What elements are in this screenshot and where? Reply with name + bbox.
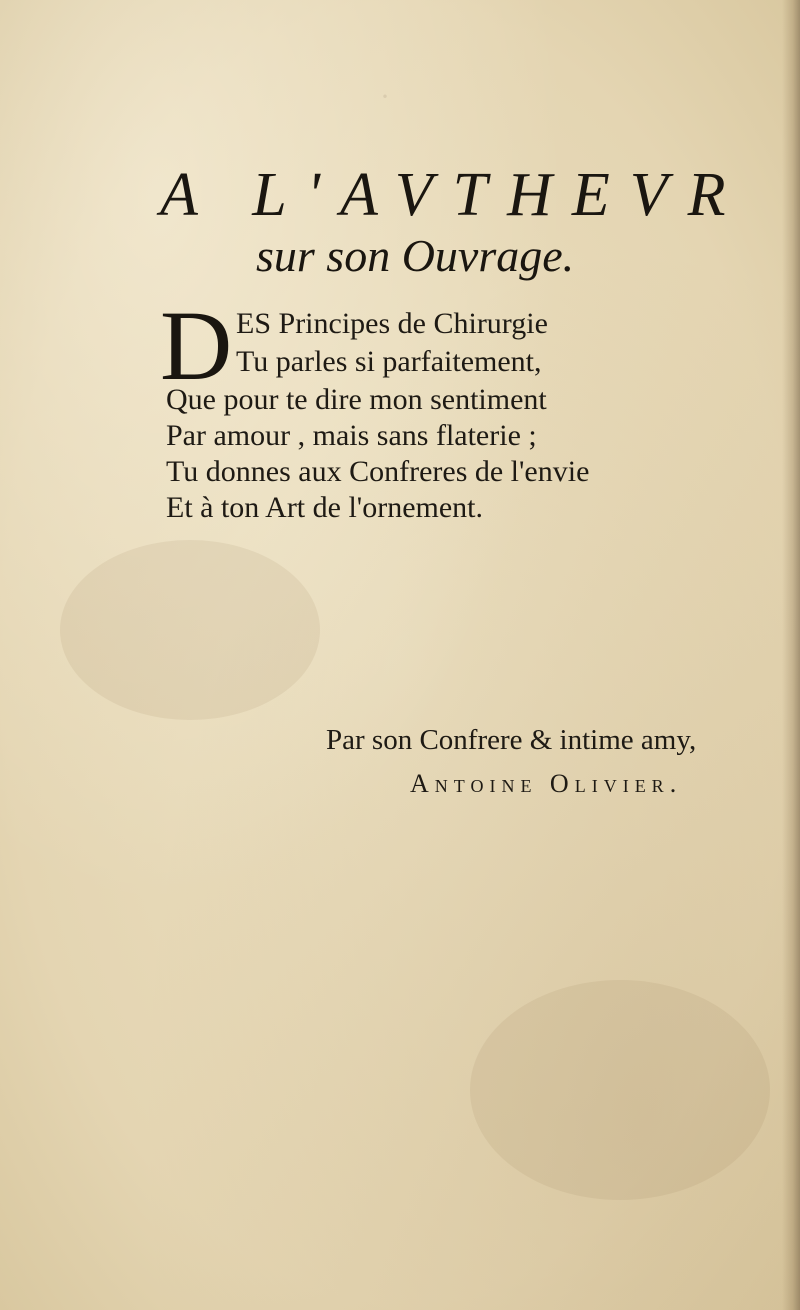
drop-cap-letter: D <box>160 290 233 401</box>
verse-line-5: Tu donnes aux Confreres de l'envie <box>166 455 590 488</box>
show-through-text: · <box>380 80 400 113</box>
page-edge-shadow <box>782 0 800 1310</box>
poem-title: A L'AVTHEVR <box>160 161 746 229</box>
verse-line-6: Et à ton Art de l'ornement. <box>166 491 483 524</box>
verse-line-4: Par amour , mais sans flaterie ; <box>166 419 537 452</box>
paper-stain <box>470 980 770 1200</box>
verse-line-1: ES Principes de Chirurgie <box>236 307 548 340</box>
paper-stain <box>60 540 320 720</box>
signature-attribution: Par son Confrere & intime amy, <box>326 724 697 756</box>
poem-subtitle: sur son Ouvrage. <box>256 230 575 281</box>
verse-line-2: Tu parles si parfaitement, <box>236 345 542 378</box>
signature-name: Antoine Olivier. <box>410 769 683 798</box>
verse-line-3: Que pour te dire mon sentiment <box>166 383 547 416</box>
